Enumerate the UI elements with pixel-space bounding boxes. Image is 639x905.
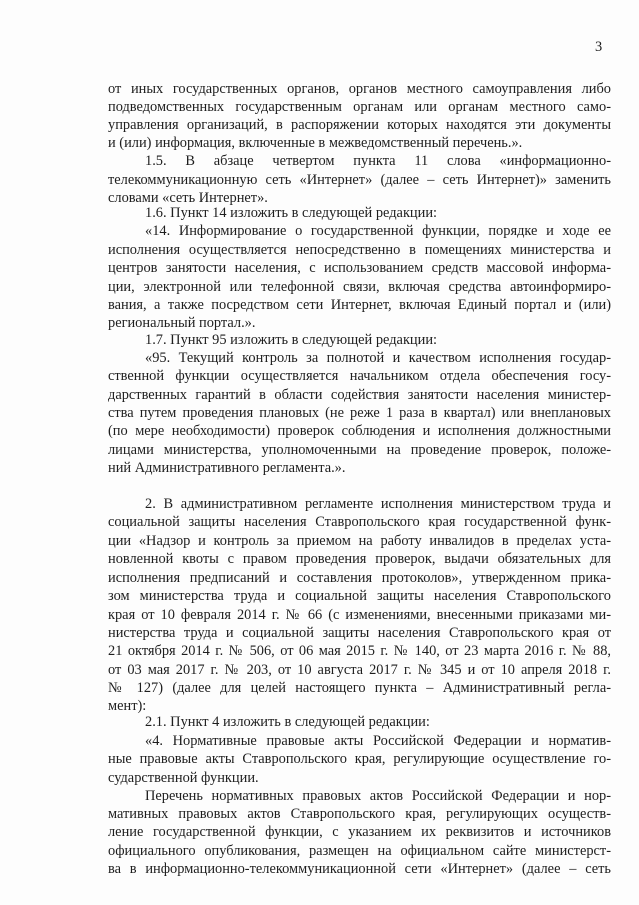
text-line: ции «Надзор и контроль за приемом на работу инвалидов в пределах уста-: [108, 533, 611, 549]
text-line: 2. В административном регламенте исполнения министерством труда и: [145, 496, 611, 512]
text-line: 1.6. Пункт 14 изложить в следующей редакции:: [145, 205, 438, 221]
text-line: новленной квоты с правом проведения проверок, выдачи обязательных для: [108, 551, 611, 567]
text-line: сударственной функции.: [108, 770, 259, 786]
text-line: (по мере необходимости) проверок соблюдения и исполнения должностными: [108, 423, 611, 439]
text-line: вания, а также посредством сети Интернет, включая Единый портал и (или): [108, 297, 611, 313]
text-line: ственной функции осуществляется начальником отдела обеспечения госу-: [108, 368, 611, 384]
text-line: словами «сеть Интернет».: [108, 190, 268, 206]
text-line: управления организаций, в распоряжении которых находятся эти документы: [108, 117, 611, 133]
text-line: ции, электронной или телефонной связи, включая средства автоинформиро-: [108, 279, 611, 295]
text-line: зом министерства труда и социальной защиты населения Ставропольского: [108, 588, 611, 604]
text-line: и (или) информация, включенные в межведомственный перечень.».: [108, 135, 523, 151]
text-line: ний Административного регламента.».: [108, 460, 346, 476]
text-line: дарственных гарантий в области содействия занятости населения министер-: [108, 387, 611, 403]
text-line: ление государственной функции, с указанием их реквизитов и источников: [108, 824, 611, 840]
text-line: мативных правовых актов Ставропольского края, регулирующих осуществ-: [108, 806, 611, 822]
page-number: 3: [595, 39, 603, 55]
text-line: «14. Информирование о государственной функции, порядке и ходе ее: [145, 223, 611, 239]
text-line: 1.5. В абзаце четвертом пункта 11 слова «информационно-: [145, 153, 611, 169]
text-line: центров занятости населения, с использованием средств массовой информа-: [108, 260, 611, 276]
text-line: телекоммуникационную сеть «Интернет» (далее – сеть Интернет)» заменить: [108, 172, 611, 188]
text-line: региональный портал.».: [108, 315, 256, 331]
text-line: лицами министерства, уполномоченными на проведение проверок, положе-: [108, 442, 611, 458]
text-line: социальной защиты населения Ставропольского края государственной функ-: [108, 514, 611, 530]
text-line: исполнения осуществляется непосредственно в помещениях министерства и: [108, 242, 611, 258]
text-line: 1.7. Пункт 95 изложить в следующей редакции:: [145, 332, 438, 348]
text-line: ва в информационно-телекоммуникационной сети «Интернет» (далее – сеть: [108, 861, 611, 877]
text-line: «4. Нормативные правовые акты Российской Федерации и норматив-: [145, 733, 611, 749]
text-line: нистерства труда и социальной защиты населения Ставропольского края от: [108, 625, 611, 641]
text-line: края от 10 февраля 2014 г. № 66 (с изменениями, внесенными приказами ми-: [108, 607, 611, 623]
text-line: ные правовые акты Ставропольского края, регулирующие осуществление го-: [108, 751, 611, 767]
text-line: подведомственных государственным органам или органам местного само-: [108, 99, 611, 115]
text-line: официального опубликования, размещен на официальном сайте министерст-: [108, 843, 611, 859]
text-line: 2.1. Пункт 4 изложить в следующей редакции:: [145, 714, 430, 730]
text-line: ства путем проведения плановых (не реже 1 раза в квартал) или внеплановых: [108, 405, 611, 421]
text-line: «95. Текущий контроль за полнотой и качеством исполнения государ-: [145, 350, 611, 366]
text-line: 21 октября 2014 г. № 506, от 06 мая 2015 г. № 140, от 23 марта 2016 г. № 88,: [108, 643, 611, 659]
text-line: Перечень нормативных правовых актов Российской Федерации и нор-: [145, 788, 611, 804]
text-line: от 03 мая 2017 г. № 203, от 10 августа 2017 г. № 345 и от 10 апреля 2018 г.: [108, 662, 611, 678]
text-line: исполнения предписаний и составления протоколов», утвержденном прика-: [108, 570, 611, 586]
text-line: № 127) (далее для целей настоящего пункта – Административный регла-: [108, 680, 611, 696]
text-line: от иных государственных органов, органов местного самоуправления либо: [108, 81, 611, 97]
text-line: мент):: [108, 698, 147, 714]
